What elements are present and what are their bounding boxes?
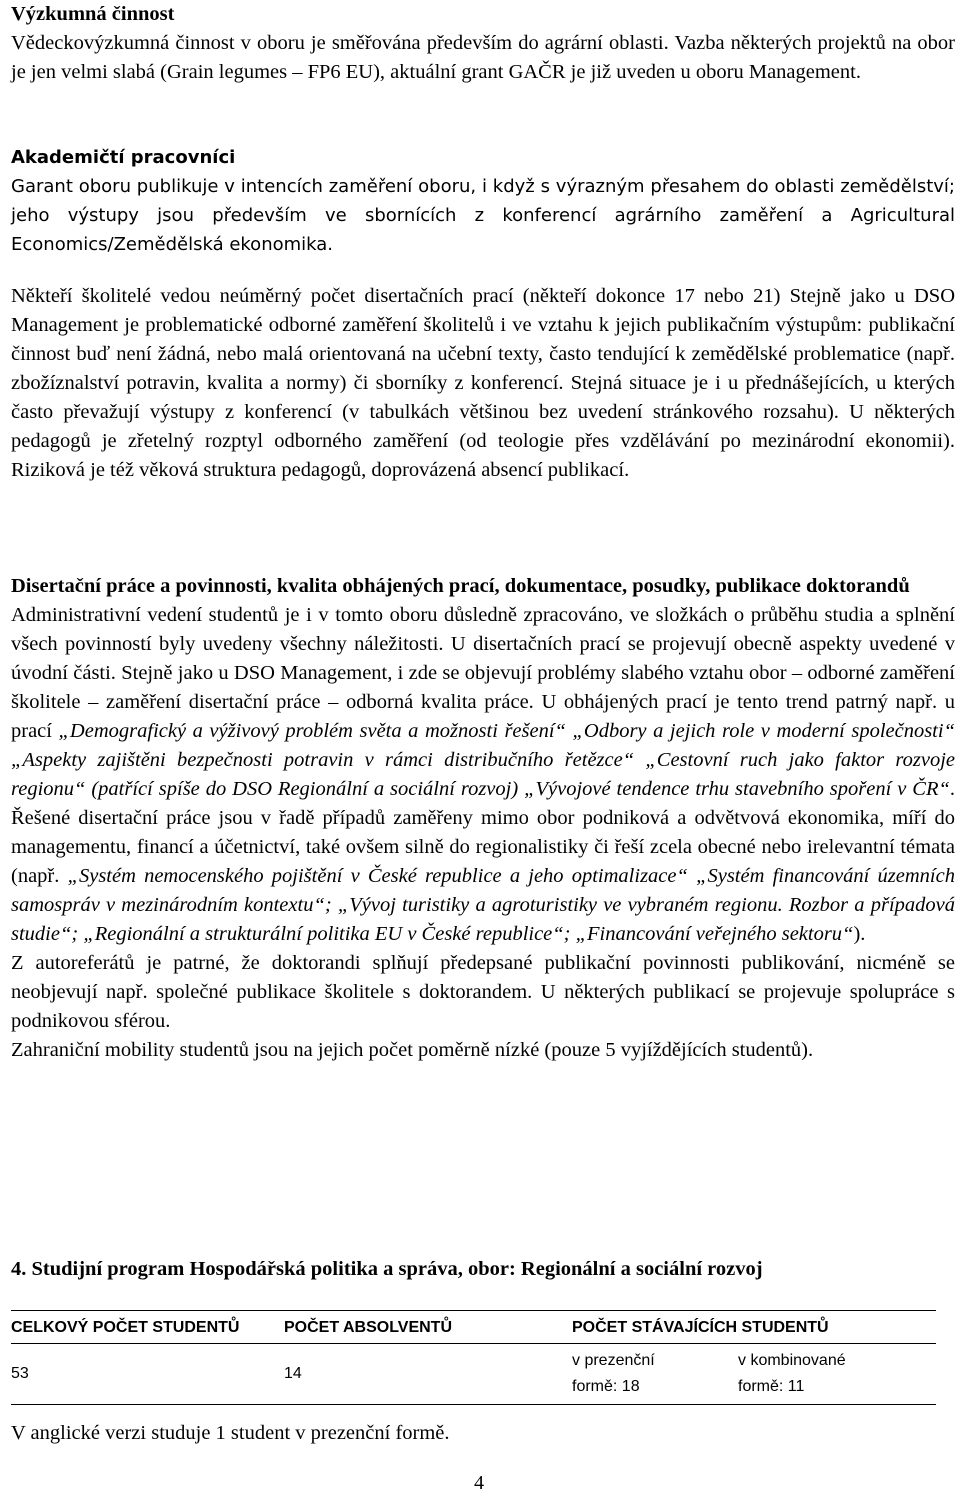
academics-heading: Akademičtí pracovníci xyxy=(11,147,236,168)
cell-total: 53 xyxy=(11,1344,284,1405)
academics-text: Garant oboru publikuje v intencích zaměření oboru, i když s výrazným přesahem do oblasti zemědělství; jeho výstupy jsou především ve sbornících z konferencí agrárního zaměření a Agricultural Economics/Zemědělská ekonomika. xyxy=(11,176,955,255)
dissertation-titles-1: „Demografický a výživový problém světa a možnosti řešení“ „Odbory a jejich role v moderní společnosti“ „Aspekty zajištěni bezpečnosti potravin v rámci distribučního řetězce“ „Cestovní ruch jako faktor rozvoje regionu“ (patřící spíše do DSO Regionální a sociální rozvoj) „Vývojové tendence trhu stavebního spoření v ČR“ xyxy=(11,720,955,800)
dissertations-text-a: Administrativní vedení studentů je i v tomto oboru důsledně zpracováno, ve složkách o průběhu studia a splnění všech povinností byly uvedeny všechny náležitosti. U disertačních prací se projevují obecně aspekty uvedené v úvodní části. Stejně jako u DSO Management, i zde se objevují problémy slabého vztahu obor – odborné zaměření školitele – zaměření disertační práce – odborná kvalita práce. U obhájených prací je tento trend patrný např. u prací xyxy=(11,604,955,742)
english-version-note: V anglické verzi studuje 1 student v prezenční formě. xyxy=(11,1422,450,1444)
research-heading: Výzkumná činnost xyxy=(11,3,175,25)
program-heading: 4. Studijní program Hospodářská politika a správa, obor: Regionální a sociální rozvoj xyxy=(11,1258,763,1280)
dissertations-paragraph-3: Zahraniční mobility studentů jsou na jejich počet poměrně nízké (pouze 5 vyjíždějících studentů). xyxy=(11,1039,814,1061)
table-row xyxy=(11,1344,936,1405)
combined-value: formě: 11 xyxy=(738,1378,805,1395)
cell-fulltime xyxy=(572,1344,738,1405)
fulltime-label: v prezenční xyxy=(572,1352,655,1369)
research-section xyxy=(11,0,955,87)
academics-section xyxy=(11,143,955,259)
cell-combined xyxy=(738,1344,936,1405)
combined-label: v kombinované xyxy=(738,1352,846,1369)
dissertations-section xyxy=(11,572,955,1065)
dissertations-text-b: . Řešené disertační práce jsou v řadě případů zaměřeny mimo obor podniková a odvětvová ekonomika, míří do managementu, financí a účetnictví, také ovšem silně do regionalistiky či řeší zcela obecné nebo irelevantní témata (např. xyxy=(11,778,955,887)
research-text: Vědeckovýzkumná činnost v oboru je směřována především do agrární oblasti. Vazba některých projektů na obor je jen velmi slabá (Grain legumes – FP6 EU), aktuální grant GAČR je již uveden u oboru Management. xyxy=(11,32,955,83)
table-header-row xyxy=(11,1311,936,1344)
fulltime-value: formě: 18 xyxy=(572,1378,640,1395)
dissertations-text-c: ). xyxy=(853,923,866,945)
col-current-students: POČET STÁVAJÍCÍCH STUDENTŮ xyxy=(572,1311,936,1344)
col-total-students: CELKOVÝ POČET STUDENTŮ xyxy=(11,1311,284,1344)
dissertation-titles-2: „Systém nemocenského pojištění v České republice a jeho optimalizace“ „Systém financování územních samospráv v mezinárodním kontextu“; „Vývoj turistiky a agroturistiky ve vybraném regionu. Rozbor a případová studie“; „Regionální a strukturální politika EU v České republice“; „Financování veřejného sektoru“ xyxy=(11,865,955,945)
page-number: 4 xyxy=(474,1472,484,1494)
student-stats-table xyxy=(11,1310,936,1405)
col-graduates: POČET ABSOLVENTŮ xyxy=(284,1311,572,1344)
dissertations-paragraph-2: Z autoreferátů je patrné, že doktorandi splňují předepsané publikační povinnosti publikování, nicméně se neobjevují např. společné publikace školitele s doktorandem. U některých publikací se projevuje spolupráce s podnikovou sférou. xyxy=(11,952,955,1032)
supervisors-section xyxy=(11,282,955,485)
dissertations-heading: Disertační práce a povinnosti, kvalita obhájených prací, dokumentace, posudky, publikace doktorandů xyxy=(11,575,910,597)
supervisors-text: Někteří školitelé vedou neúměrný počet disertačních prací (někteří dokonce 17 nebo 21) Stejně jako u DSO Management je problematické odborné zaměření školitelů i ve vztahu k jejich publikačním výstupům: publikační činnost buď není žádná, nebo malá orientovaná na učební texty, často tendující k zemědělské problematice (např. zbožíznalství potravin, kvalita a normy) či sborníky z konferencí. Stejná situace je i u přednášejících, u kterých často převažují výstupy z konferencí (v tabulkách většinou bez uvedení stránkového rozsahu). U některých pedagogů je zřetelný rozptyl odborného zaměření (od teologie přes vzdělávání po mezinárodní ekonomii). Riziková je též věková struktura pedagogů, doprovázená absencí publikací. xyxy=(11,285,955,481)
cell-graduates: 14 xyxy=(284,1344,572,1405)
program-section xyxy=(11,1255,955,1284)
dissertations-paragraph-1 xyxy=(11,601,955,949)
